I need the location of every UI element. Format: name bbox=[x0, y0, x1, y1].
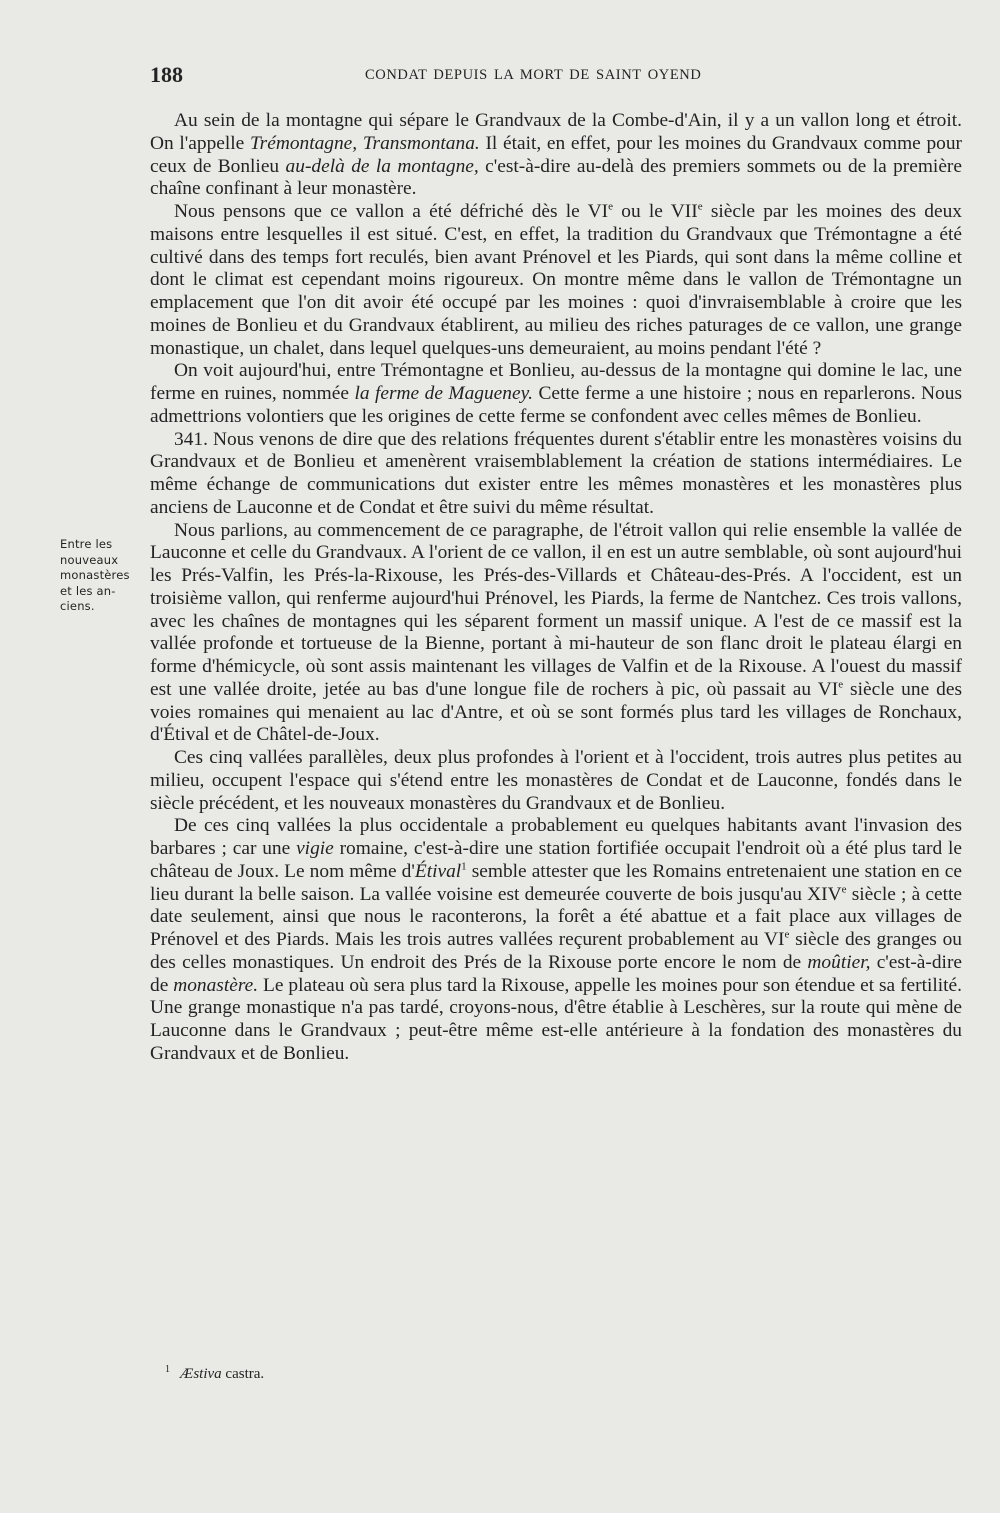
text-run: On voit aujourd'hui, entre Trémontagne et Bonlieu, au-dessus de la montagne qui domine le lac, une ferme en ruines, nommée bbox=[150, 360, 962, 404]
text-run: Au sein de la montagne qui sépare le Grandvaux de la Combe-d'Ain, il y a un vallon long et étroit. On l'appelle bbox=[150, 110, 962, 154]
footnote bbox=[165, 1366, 264, 1383]
italic-text: monastère. bbox=[173, 974, 259, 996]
text-run: 341. Nous venons de dire que des relations fréquentes durent s'établir entre les monastères voisins du Grandvaux et de Bonlieu et amenèrent vraisemblablement la création de stations intermédiaires. Le même échange de communications dut exister entre les mêmes monastères et les monastères plus anciens de Lauconne et de Condat et être suivi du même résultat. bbox=[150, 428, 962, 518]
text-run: Nous parlions, au commencement de ce paragraphe, de l'étroit vallon qui relie ensemble la vallée de Lauconne et celle du Grandvaux. A l'orient de ce vallon, il en est un autre semblable, où sont aujourd'hui les Prés-Valfin, les Prés-la-Rixouse, les Prés-des-Villards et Château-des-Prés. A l'occident, est un troisième vallon, qui renferme aujourd'hui Prénovel, les Piards, la ferme de Nantchez. Ces trois vallons, avec les chaînes de montagnes qui les séparent forment un massif unique. A l'est de ce massif est la vallée profonde et tortueuse de la Bienne, portant à mi-hauteur de son flanc droit le plateau élargi en forme d'hémicycle, où sont assis maintenant les villages de Valfin et de la Rixouse. A l'ouest du massif est une vallée droite, jetée au bas d'une longue file de rochers à pic, où passait au VI bbox=[150, 519, 962, 700]
paragraph-2 bbox=[150, 201, 962, 360]
text-run: c'est-à-dire de bbox=[150, 951, 963, 996]
page-header bbox=[150, 62, 962, 88]
footnote-marker: 1 bbox=[165, 1364, 170, 1375]
paragraph-5 bbox=[150, 520, 962, 748]
text-run: siècle une des voies romaines qui menaient au lac d'Antre, et où se sont formés plus tard les villages de Ronchaux, d'Étival et de Châtel-de-Joux. bbox=[150, 678, 963, 746]
italic-text: la ferme de Magueney. bbox=[354, 383, 533, 404]
margin-note-line: Entre les bbox=[60, 537, 113, 551]
footnote-ref[interactable]: 1 bbox=[461, 860, 467, 873]
text-run: semble attester que les Romains entretenaient une station en ce lieu durant la belle saison. La vallée voisine est demeurée couverte de bois jusqu'au XIV bbox=[150, 860, 962, 905]
italic-text: Trémontagne, Transmontana. bbox=[249, 132, 480, 154]
text-run: Ces cinq vallées parallèles, deux plus profondes à l'orient et à l'occident, trois autres plus petites au milieu, occupent l'espace qui s'étend entre les monastères de Condat et de Lauconne, fondés dans le siècle précédent, et les nouveaux monastères du Grandvaux et de Bonlieu. bbox=[150, 747, 962, 814]
running-title: CONDAT DEPUIS LA MORT DE SAINT OYEND bbox=[365, 67, 702, 83]
text-run: Cette ferme a une histoire ; nous en reparlerons. Nous admettrions volontiers que les origines de cette ferme se confondent avec celles mêmes de Bonlieu. bbox=[150, 383, 962, 427]
paragraph-7 bbox=[150, 815, 962, 1065]
superscript: e bbox=[838, 678, 844, 691]
italic-text: au-delà de la montagne, bbox=[285, 155, 479, 177]
margin-note-line: ciens. bbox=[60, 599, 95, 613]
text-run: c'est-à-dire au-delà des premiers sommets ou de la première chaîne confinant à leur monastère. bbox=[150, 155, 962, 200]
text-run: Il était, en effet, pour les moines du Grandvaux comme pour ceux de Bonlieu bbox=[150, 132, 962, 177]
italic-text: vigie bbox=[296, 838, 334, 859]
margin-note-line: et les an- bbox=[60, 583, 116, 598]
paragraph-6 bbox=[150, 747, 962, 815]
superscript: e bbox=[608, 200, 614, 213]
text-run: siècle ; à cette date seulement, ainsi que nous le raconterons, la forêt a été abattue et a fait place aux villages de Prénovel et des Piards. Mais les trois autres vallées reçurent probablement au VI bbox=[150, 883, 962, 950]
margin-note bbox=[60, 537, 142, 615]
text-run: siècle par les moines des deux maisons entre lesquelles il est situé. C'est, en effet, la tradition du Grandvaux que Trémontagne a été cultivé dans des temps fort reculés, bien avant Prénovel et les Piards, qui sont dans la même colline et dont le climat est cependant moins rigoureux. On montre même dans le vallon de Trémontagne un emplacement que l'on dit avoir été occupé par les moines : quoi d'invraisemblable à croire que les moines de Bonlieu et du Grandvaux établirent, au milieu des riches paturages de ce vallon, une grange monastique, un chalet, dans lequel quelques-uns demeuraient, au moins pendant l'été ? bbox=[150, 201, 963, 359]
text-run: castra. bbox=[221, 1366, 265, 1382]
body-text bbox=[150, 110, 962, 1066]
superscript: e bbox=[784, 928, 790, 941]
margin-note-line: monastères bbox=[60, 568, 130, 582]
margin-note-line: nouveaux bbox=[60, 552, 119, 567]
paragraph-1 bbox=[150, 110, 962, 201]
italic-text: Æstiva bbox=[180, 1366, 222, 1382]
italic-text: moûtier, bbox=[807, 951, 871, 973]
paragraph-3 bbox=[150, 360, 962, 428]
superscript: e bbox=[697, 200, 703, 213]
text-run: siècle des granges ou des celles monastiques. Un endroit des Prés de la Rixouse porte encore le nom de bbox=[150, 929, 962, 973]
text-run: romaine, c'est-à-dire une station fortifiée occupait l'endroit où a été plus tard le château de Joux. Le nom même d' bbox=[150, 838, 962, 882]
text-run: De ces cinq vallées la plus occidentale a probablement eu quelques habitants avant l'invasion des barbares ; car une bbox=[150, 815, 962, 859]
paragraph-4 bbox=[150, 429, 962, 520]
page-number: 188 bbox=[150, 62, 183, 87]
italic-text: Étival bbox=[414, 860, 462, 882]
text-run: Le plateau où sera plus tard la Rixouse, appelle les moines pour son étendue et sa fertilité. Une grange monastique n'a pas tardé, croyons-nous, d'être établie à Leschères, sur la route qui mène de Lauconne dans le Grandvaux ; peut-être même est-elle antérieure à la fondation des monastères du Grandvaux et de Bonlieu. bbox=[150, 974, 962, 1064]
text-run: Nous pensons que ce vallon a été défriché dès le VI bbox=[174, 201, 609, 222]
text-run: ou le VII bbox=[613, 201, 698, 222]
superscript: e bbox=[841, 883, 847, 896]
